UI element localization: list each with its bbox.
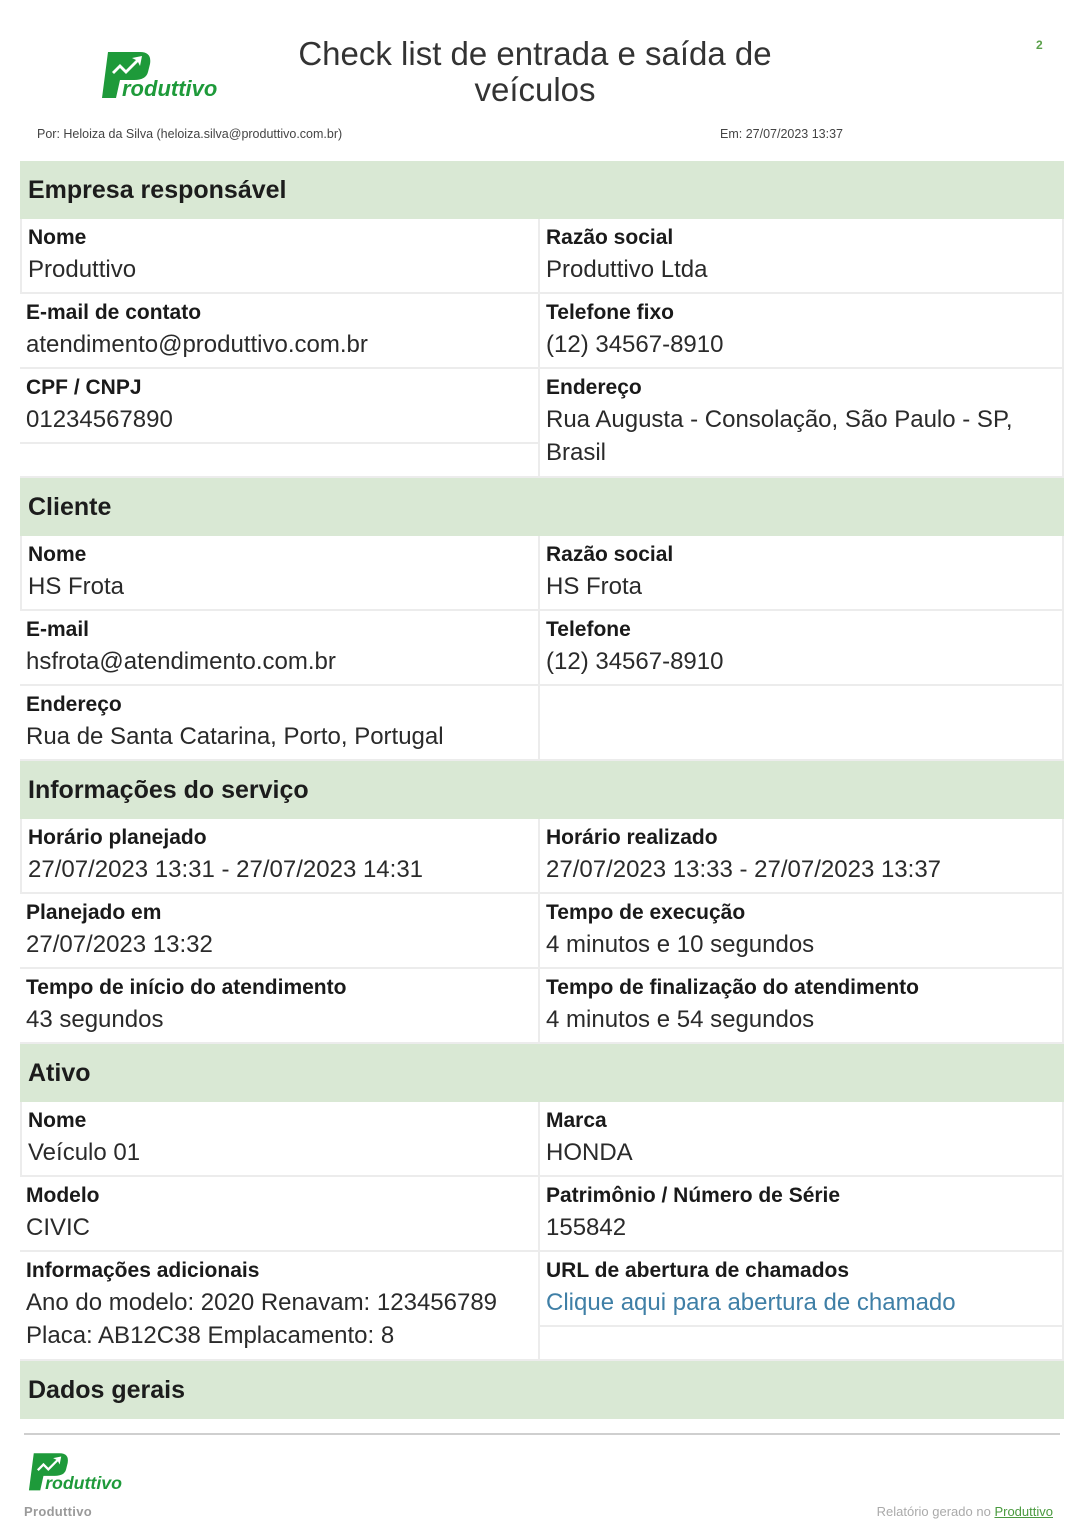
field-ativo-info-adicionais bbox=[20, 1252, 540, 1361]
field-value: atendimento@produttivo.com.br bbox=[26, 331, 368, 358]
field-label: Informações adicionais bbox=[26, 1259, 260, 1282]
field-label: Telefone bbox=[546, 618, 631, 641]
field-empresa-email bbox=[20, 294, 540, 369]
field-label: Tempo de início do atendimento bbox=[26, 976, 347, 999]
field-ativo-modelo bbox=[20, 1177, 540, 1252]
svg-text:roduttivo: roduttivo bbox=[122, 76, 218, 100]
author-info: Por: Heloiza da Silva (heloiza.silva@produttivo.com.br) bbox=[37, 127, 343, 141]
field-horario-planejado bbox=[20, 819, 540, 894]
field-label: Telefone fixo bbox=[546, 301, 674, 324]
field-label: E-mail de contato bbox=[26, 301, 202, 324]
field-label: URL de abertura de chamados bbox=[546, 1259, 850, 1282]
field-label: Endereço bbox=[546, 376, 642, 399]
field-label: CPF / CNPJ bbox=[26, 376, 142, 399]
report-header bbox=[0, 0, 1085, 160]
field-label: Modelo bbox=[26, 1184, 100, 1207]
field-label: Tempo de finalização do atendimento bbox=[546, 976, 919, 999]
field-label: Nome bbox=[28, 1109, 87, 1132]
field-tempo-inicio bbox=[20, 969, 540, 1044]
field-label: Tempo de execução bbox=[546, 901, 746, 924]
field-empresa-razao-social bbox=[540, 219, 1064, 294]
footer-brand-name: Produttivo bbox=[24, 1504, 92, 1519]
section-servico-header: Informações do serviço bbox=[20, 761, 1064, 819]
empty-cell bbox=[540, 686, 1064, 761]
generated-prefix: Relatório gerado no bbox=[876, 1504, 991, 1519]
field-label: Patrimônio / Número de Série bbox=[546, 1184, 841, 1207]
page-number: 2 bbox=[1036, 38, 1043, 52]
field-value: (12) 34567-8910 bbox=[546, 331, 724, 358]
field-cliente-razao-social bbox=[540, 536, 1064, 611]
field-label: Horário realizado bbox=[546, 826, 718, 849]
section-cliente-grid bbox=[20, 536, 1064, 761]
field-empresa-telefone bbox=[540, 294, 1064, 369]
field-ativo-marca bbox=[540, 1102, 1064, 1177]
field-value: HS Frota bbox=[28, 573, 125, 600]
field-cliente-endereco bbox=[20, 686, 540, 761]
field-value: Rua de Santa Catarina, Porto, Portugal bbox=[26, 723, 444, 750]
generated-date: Em: 27/07/2023 13:37 bbox=[720, 127, 844, 141]
field-tempo-execucao bbox=[540, 894, 1064, 969]
footer-generated-by bbox=[877, 1504, 1053, 1519]
field-planejado-em bbox=[20, 894, 540, 969]
field-value: Rua Augusta - Consolação, São Paulo - SP, Brasil bbox=[546, 406, 1013, 466]
field-label: Horário planejado bbox=[28, 826, 207, 849]
field-cliente-nome bbox=[20, 536, 540, 611]
produttivo-link[interactable]: Produttivo bbox=[994, 1504, 1053, 1519]
field-ativo-patrimonio bbox=[540, 1177, 1064, 1252]
field-tempo-finalizacao bbox=[540, 969, 1064, 1044]
field-empresa-nome bbox=[20, 219, 540, 294]
field-label: Nome bbox=[28, 226, 87, 249]
footer-divider bbox=[24, 1433, 1060, 1435]
field-ativo-url-chamados bbox=[540, 1252, 1064, 1361]
field-ativo-nome bbox=[20, 1102, 540, 1177]
field-value: CIVIC bbox=[26, 1214, 91, 1241]
field-empresa-endereco bbox=[540, 369, 1064, 478]
field-label: Razão social bbox=[546, 226, 674, 249]
field-label: Razão social bbox=[546, 543, 674, 566]
field-horario-realizado bbox=[540, 819, 1064, 894]
field-value: 43 segundos bbox=[26, 1006, 164, 1033]
svg-text:roduttivo: roduttivo bbox=[45, 1472, 122, 1492]
field-value: HONDA bbox=[546, 1139, 633, 1166]
field-label: Endereço bbox=[26, 693, 122, 716]
field-value: 4 minutos e 54 segundos bbox=[546, 1006, 815, 1033]
section-ativo-grid bbox=[20, 1102, 1064, 1361]
field-value: Produttivo Ltda bbox=[546, 256, 708, 283]
field-value: 27/07/2023 13:32 bbox=[26, 931, 213, 958]
produttivo-logo-icon bbox=[98, 48, 230, 100]
field-value: (12) 34567-8910 bbox=[546, 648, 724, 675]
section-servico-grid bbox=[20, 819, 1064, 1044]
field-empresa-cpf-cnpj bbox=[20, 369, 540, 478]
empty-cell bbox=[540, 1325, 1062, 1359]
section-empresa-header: Empresa responsável bbox=[20, 161, 1064, 219]
field-value: Produttivo bbox=[28, 256, 137, 283]
field-value: HS Frota bbox=[546, 573, 643, 600]
field-label: Nome bbox=[28, 543, 87, 566]
section-ativo-header: Ativo bbox=[20, 1044, 1064, 1102]
field-value: 155842 bbox=[546, 1214, 627, 1241]
field-label: E-mail bbox=[26, 618, 90, 641]
produttivo-footer-logo-icon bbox=[24, 1450, 134, 1492]
section-cliente-header: Cliente bbox=[20, 478, 1064, 536]
field-value: 27/07/2023 13:31 - 27/07/2023 14:31 bbox=[28, 856, 424, 883]
empty-cell bbox=[20, 442, 538, 476]
field-value: 4 minutos e 10 segundos bbox=[546, 931, 815, 958]
field-value: hsfrota@atendimento.com.br bbox=[26, 648, 336, 675]
field-label: Marca bbox=[546, 1109, 607, 1132]
field-value: Veículo 01 bbox=[28, 1139, 141, 1166]
field-cliente-telefone bbox=[540, 611, 1064, 686]
field-value: 01234567890 bbox=[26, 406, 173, 433]
document-title: Check list de entrada e saída de veículos bbox=[298, 35, 772, 108]
section-empresa-grid bbox=[20, 219, 1064, 478]
field-value: 27/07/2023 13:33 - 27/07/2023 13:37 bbox=[546, 856, 942, 883]
field-cliente-email bbox=[20, 611, 540, 686]
field-value: Ano do modelo: 2020 Renavam: 123456789 Placa: AB12C38 Emplacamento: 8 bbox=[26, 1289, 498, 1349]
field-label: Planejado em bbox=[26, 901, 162, 924]
open-ticket-link[interactable]: Clique aqui para abertura de chamado bbox=[546, 1289, 956, 1316]
report-content bbox=[20, 161, 1064, 1419]
section-dados-gerais-header: Dados gerais bbox=[20, 1361, 1064, 1419]
